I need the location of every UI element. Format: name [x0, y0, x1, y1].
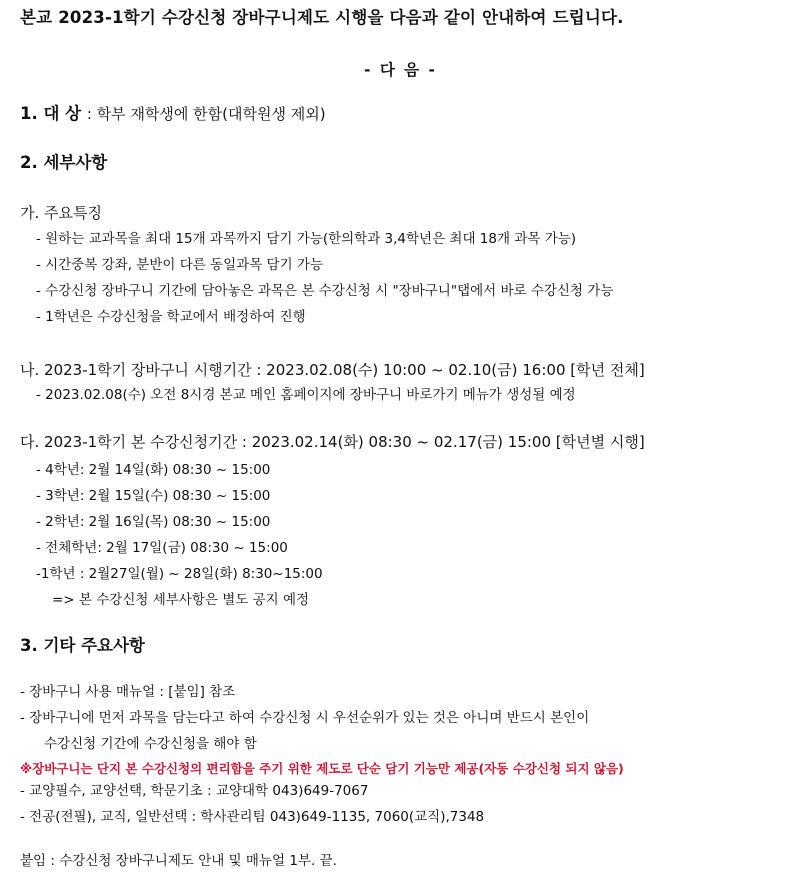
list-item: - 3학년: 2월 15일(수) 08:30 ~ 15:00: [36, 488, 271, 504]
list-item: - 수강신청 장바구니 기간에 담아놓은 과목은 본 수강신청 시 "장바구니"탭에서 바로 수강신청 가능: [36, 283, 614, 299]
notice-heading: - 다 음 -: [363, 61, 437, 79]
list-item: - 1학년은 수강신청을 학교에서 배정하여 진행: [36, 309, 306, 325]
list-item-continued: 수강신청 기간에 수강신청을 해야 함: [44, 736, 257, 752]
notice-intro: 본교 2023-1학기 수강신청 장바구니제도 시행을 다음과 같이 안내하여 드립니다.: [20, 8, 624, 27]
list-item: - 원하는 교과목을 최대 15개 과목까지 담기 가능(한의학과 3,4학년은 최대 18개 과목 가능): [36, 231, 577, 247]
section-1-title: 1. 대 상: [20, 104, 82, 123]
attachment-note: 붙임 : 수강신청 장바구니제도 안내 및 매뉴얼 1부. 끝.: [20, 853, 337, 869]
subsection-da-title: 다. 2023-1학기 본 수강신청기간 : 2023.02.14(화) 08:30 ~ 02.17(금) 15:00 [학년별 시행]: [20, 433, 645, 451]
contact-item: - 전공(전필), 교직, 일반선택 : 학사관리팀 043)649-1135, 7060(교직),7348: [20, 809, 485, 825]
schedule-note: => 본 수강신청 세부사항은 별도 공지 예정: [52, 592, 310, 608]
warning-note: ※장바구니는 단지 본 수강신청의 편리함을 주기 위한 제도로 단순 담기 기능만 제공(자동 수강신청 되지 않음): [20, 761, 624, 776]
list-item: - 장바구니 사용 매뉴얼 : [붙임] 참조: [20, 684, 236, 700]
section-1-text: : 학부 재학생에 한함(대학원생 제외): [86, 105, 326, 123]
list-item: - 2학년: 2월 16일(목) 08:30 ~ 15:00: [36, 514, 271, 530]
subsection-ga-title: 가. 주요특징: [20, 204, 102, 222]
contact-item: - 교양필수, 교양선택, 학문기초 : 교양대학 043)649-7067: [20, 783, 369, 799]
section-1: [20, 104, 326, 124]
section-2-title: 2. 세부사항: [20, 153, 108, 172]
list-item: - 4학년: 2월 14일(화) 08:30 ~ 15:00: [36, 462, 271, 478]
list-item: - 시간중복 강좌, 분반이 다른 동일과목 담기 가능: [36, 257, 323, 273]
list-item: - 2023.02.08(수) 오전 8시경 본교 메인 홈페이지에 장바구니 바로가기 메뉴가 생성될 예정: [36, 387, 576, 403]
subsection-na-title: 나. 2023-1학기 장바구니 시행기간 : 2023.02.08(수) 10:00 ~ 02.10(금) 16:00 [학년 전체]: [20, 361, 645, 379]
list-item: -1학년 : 2월27일(월) ~ 28일(화) 8:30~15:00: [36, 566, 323, 582]
list-item: - 전체학년: 2월 17일(금) 08:30 ~ 15:00: [36, 540, 288, 556]
section-3-title: 3. 기타 주요사항: [20, 636, 145, 655]
list-item: - 장바구니에 먼저 과목을 담는다고 하여 수강신청 시 우선순위가 있는 것은 아니며 반드시 본인이: [20, 710, 590, 726]
